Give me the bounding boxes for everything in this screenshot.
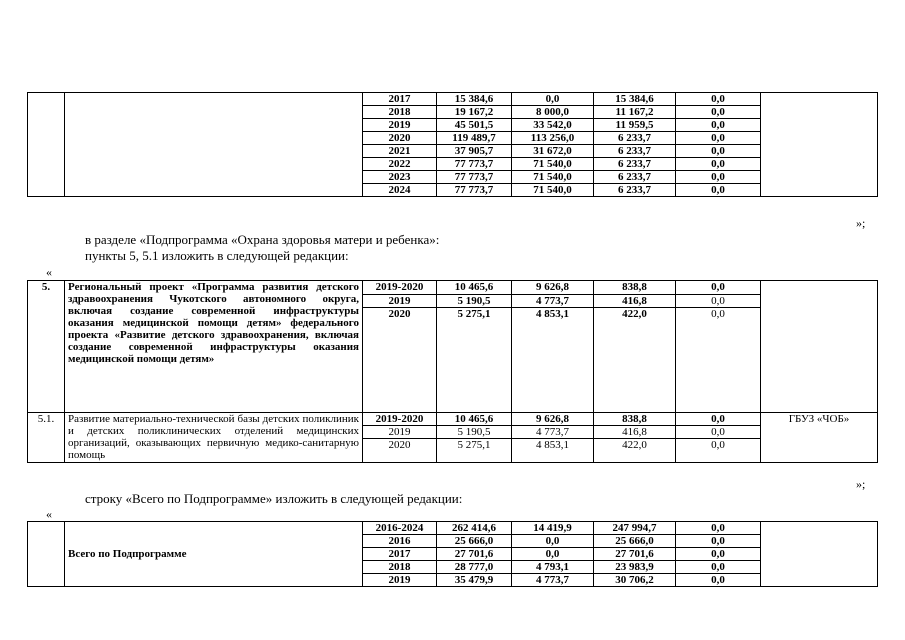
table1-body (28, 93, 878, 197)
okrug-cell: 6 233,7 (594, 158, 676, 171)
table1-name-cell (65, 93, 363, 197)
federal-cell: 4 853,1 (512, 308, 594, 413)
total-label: Всего по Подпрограмме (65, 522, 363, 587)
other-cell: 0,0 (676, 574, 761, 587)
federal-cell: 9 626,8 (512, 281, 594, 295)
federal-cell: 0,0 (512, 535, 594, 548)
section-paragraph: в разделе «Подпрограмма «Охрана здоровья матери и ребенка»: (85, 232, 440, 247)
year-cell: 2023 (363, 171, 437, 184)
table1-num-cell (28, 93, 65, 197)
other-cell: 0,0 (676, 413, 761, 426)
federal-cell: 8 000,0 (512, 106, 594, 119)
other-cell: 0,0 (676, 426, 761, 439)
total-cell: 45 501,5 (437, 119, 512, 132)
okrug-cell: 6 233,7 (594, 132, 676, 145)
okrug-cell: 247 994,7 (594, 522, 676, 535)
other-cell: 0,0 (676, 439, 761, 463)
total-cell: 77 773,7 (437, 158, 512, 171)
other-cell: 0,0 (676, 522, 761, 535)
okrug-cell: 15 384,6 (594, 93, 676, 106)
executor-cell: ГБУЗ «ЧОБ» (761, 413, 878, 463)
item-name: Региональный проект «Программа развития детского здравоохранения Чукотского автономного округа, включая создание современной инфраструктуры оказания медицинской помощи детям» федерального проекта «Развитие детского здравоохранения, включая создание современной инфраструктуры оказания медицинской помощи детям» (65, 281, 363, 413)
year-cell: 2019 (363, 574, 437, 587)
other-cell: 0,0 (676, 119, 761, 132)
budget-table-total (27, 521, 878, 587)
item-name: Развитие материально-технической базы детских поликлиник и детских поликлинических отделений медицинских организаций, оказывающих первичную медико-санитарную помощь (65, 413, 363, 463)
okrug-cell: 838,8 (594, 413, 676, 426)
okrug-cell: 422,0 (594, 439, 676, 463)
total-cell: 5 190,5 (437, 426, 512, 439)
federal-cell: 31 672,0 (512, 145, 594, 158)
year-cell: 2017 (363, 93, 437, 106)
year-cell: 2016 (363, 535, 437, 548)
year-cell: 2022 (363, 158, 437, 171)
federal-cell: 0,0 (512, 93, 594, 106)
total-cell: 25 666,0 (437, 535, 512, 548)
year-cell: 2019 (363, 426, 437, 439)
federal-cell: 4 773,7 (512, 426, 594, 439)
budget-table-top (27, 92, 878, 197)
federal-cell: 4 773,7 (512, 294, 594, 308)
year-cell: 2021 (363, 145, 437, 158)
table-row (28, 522, 878, 535)
okrug-cell: 30 706,2 (594, 574, 676, 587)
year-cell: 2020 (363, 439, 437, 463)
year-cell: 2019 (363, 294, 437, 308)
executor-cell (761, 93, 878, 197)
section-paragraph: строку «Всего по Подпрограмме» изложить в следующей редакции: (85, 491, 463, 506)
table3-num-cell (28, 522, 65, 587)
table2-body (28, 281, 878, 463)
federal-cell: 4 773,7 (512, 574, 594, 587)
other-cell: 0,0 (676, 158, 761, 171)
item-number: 5. (28, 281, 65, 413)
okrug-cell: 23 983,9 (594, 561, 676, 574)
total-cell: 77 773,7 (437, 171, 512, 184)
total-cell: 10 465,6 (437, 281, 512, 295)
other-cell: 0,0 (676, 294, 761, 308)
other-cell: 0,0 (676, 561, 761, 574)
other-cell: 0,0 (676, 171, 761, 184)
federal-cell: 71 540,0 (512, 171, 594, 184)
total-cell: 28 777,0 (437, 561, 512, 574)
executor-cell (761, 281, 878, 413)
other-cell: 0,0 (676, 132, 761, 145)
other-cell: 0,0 (676, 281, 761, 295)
okrug-cell: 838,8 (594, 281, 676, 295)
table-row (28, 413, 878, 426)
total-cell: 5 275,1 (437, 439, 512, 463)
total-cell: 262 414,6 (437, 522, 512, 535)
okrug-cell: 6 233,7 (594, 171, 676, 184)
federal-cell: 4 793,1 (512, 561, 594, 574)
other-cell: 0,0 (676, 184, 761, 197)
other-cell: 0,0 (676, 93, 761, 106)
okrug-cell: 25 666,0 (594, 535, 676, 548)
year-cell: 2020 (363, 308, 437, 413)
okrug-cell: 6 233,7 (594, 184, 676, 197)
federal-cell: 71 540,0 (512, 184, 594, 197)
okrug-cell: 416,8 (594, 294, 676, 308)
table3-body (28, 522, 878, 587)
section-paragraph: пункты 5, 5.1 изложить в следующей редакции: (85, 248, 349, 263)
other-cell: 0,0 (676, 308, 761, 413)
federal-cell: 33 542,0 (512, 119, 594, 132)
table-row (28, 93, 878, 106)
item-number: 5.1. (28, 413, 65, 463)
federal-cell: 9 626,8 (512, 413, 594, 426)
federal-cell: 14 419,9 (512, 522, 594, 535)
budget-table-items (27, 280, 878, 463)
okrug-cell: 27 701,6 (594, 548, 676, 561)
federal-cell: 0,0 (512, 548, 594, 561)
executor-cell (761, 522, 878, 587)
total-cell: 5 190,5 (437, 294, 512, 308)
table-row (28, 281, 878, 295)
total-cell: 15 384,6 (437, 93, 512, 106)
total-cell: 37 905,7 (437, 145, 512, 158)
total-cell: 5 275,1 (437, 308, 512, 413)
year-cell: 2024 (363, 184, 437, 197)
other-cell: 0,0 (676, 106, 761, 119)
year-cell: 2016-2024 (363, 522, 437, 535)
closing-quote: »; (856, 477, 866, 491)
year-cell: 2018 (363, 561, 437, 574)
total-cell: 119 489,7 (437, 132, 512, 145)
opening-quote: « (46, 265, 52, 279)
year-cell: 2018 (363, 106, 437, 119)
okrug-cell: 6 233,7 (594, 145, 676, 158)
okrug-cell: 11 167,2 (594, 106, 676, 119)
year-cell: 2019 (363, 119, 437, 132)
total-cell: 77 773,7 (437, 184, 512, 197)
okrug-cell: 422,0 (594, 308, 676, 413)
total-cell: 19 167,2 (437, 106, 512, 119)
year-cell: 2020 (363, 132, 437, 145)
opening-quote: « (46, 507, 52, 521)
year-cell: 2019-2020 (363, 413, 437, 426)
other-cell: 0,0 (676, 548, 761, 561)
year-cell: 2019-2020 (363, 281, 437, 295)
okrug-cell: 416,8 (594, 426, 676, 439)
other-cell: 0,0 (676, 145, 761, 158)
total-cell: 10 465,6 (437, 413, 512, 426)
other-cell: 0,0 (676, 535, 761, 548)
closing-quote: »; (856, 216, 866, 230)
federal-cell: 71 540,0 (512, 158, 594, 171)
total-cell: 27 701,6 (437, 548, 512, 561)
year-cell: 2017 (363, 548, 437, 561)
federal-cell: 113 256,0 (512, 132, 594, 145)
federal-cell: 4 853,1 (512, 439, 594, 463)
okrug-cell: 11 959,5 (594, 119, 676, 132)
total-cell: 35 479,9 (437, 574, 512, 587)
